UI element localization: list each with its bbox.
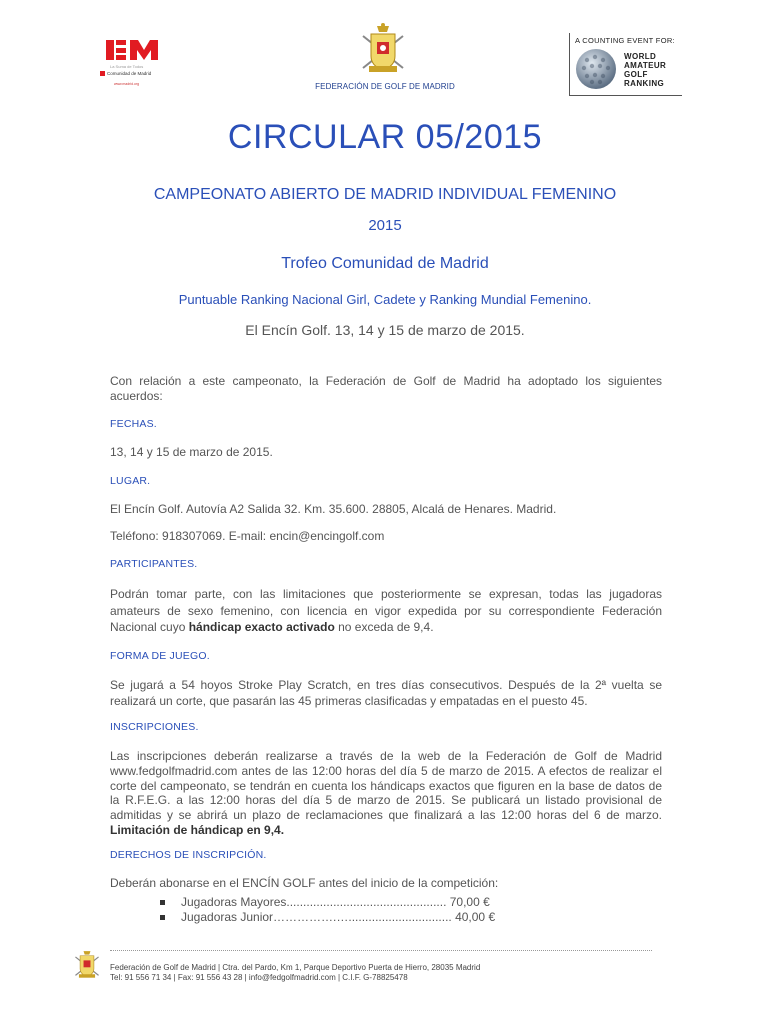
trophy-name: Trofeo Comunidad de Madrid bbox=[281, 255, 489, 272]
participantes-bold: hándicap exacto activado bbox=[188, 620, 335, 634]
section-heading-fechas: FECHAS. bbox=[110, 418, 157, 430]
fechas-text: 13, 14 y 15 de marzo de 2015. bbox=[110, 445, 273, 459]
section-heading-lugar: LUGAR. bbox=[110, 475, 151, 487]
inscripciones-paragraph bbox=[110, 749, 662, 838]
golf-ball-icon bbox=[575, 48, 617, 90]
list-item bbox=[160, 910, 495, 925]
wagr-caption: A COUNTING EVENT FOR: bbox=[575, 36, 675, 45]
ranking-note: Puntuable Ranking Nacional Girl, Cadete y Ranking Mundial Femenino. bbox=[178, 292, 592, 307]
derechos-text: Deberán abonarse en el ENCÍN GOLF antes del inicio de la competición: bbox=[110, 876, 499, 890]
svg-text:www.madrid.org: www.madrid.org bbox=[114, 82, 140, 86]
wagr-line: AMATEUR bbox=[624, 61, 667, 70]
section-heading-participantes: PARTICIPANTES. bbox=[110, 558, 198, 570]
wagr-line: RANKING bbox=[624, 79, 665, 88]
fee-item: Jugadoras Junior…………….…............................... 40,00 € bbox=[181, 910, 496, 924]
federation-crest-icon bbox=[357, 22, 409, 78]
footer-contact: Tel: 91 556 71 34 | Fax: 91 556 43 28 | info@fedgolfmadrid.com | C.I.F. G-78825478 bbox=[110, 973, 408, 982]
page-title: CIRCULAR 05/2015 bbox=[227, 118, 543, 156]
fee-item: Jugadoras Mayores................................................ 70,00 € bbox=[181, 895, 490, 909]
section-heading-derechos: DERECHOS DE INSCRIPCIÓN. bbox=[110, 849, 267, 861]
lugar-contact: Teléfono: 918307069. E-mail: encin@encingolf.com bbox=[110, 529, 385, 543]
footer-address: Federación de Golf de Madrid | Ctra. del Pardo, Km 1, Parque Deportivo Puerta de Hierro, 28035 Madrid bbox=[110, 963, 481, 972]
lugar-address: El Encín Golf. Autovía A2 Salida 32. Km. 35.600. 28805, Alcalá de Henares. Madrid. bbox=[110, 502, 557, 516]
forma-text: Se jugará a 54 hoyos Stroke Play Scratch, en tres días consecutivos. Después de la 2ª vuelta se realizará un corte, que pasarán las 45 primeras clasificadas y empatadas en el puesto 45. bbox=[110, 678, 662, 708]
footer-divider bbox=[110, 950, 652, 951]
bullet-icon bbox=[160, 900, 165, 905]
footer-info bbox=[110, 963, 480, 983]
intro-paragraph: Con relación a este campeonato, la Federación de Golf de Madrid ha adoptado los siguientes acuerdos: bbox=[110, 374, 662, 403]
list-item bbox=[160, 895, 495, 910]
section-heading-inscripciones: INSCRIPCIONES. bbox=[110, 721, 199, 733]
venue-dates: El Encín Golf. 13, 14 y 15 de marzo de 2015. bbox=[245, 322, 525, 338]
participantes-text-end: no exceda de 9,4. bbox=[334, 620, 434, 634]
section-heading-forma: FORMA DE JUEGO. bbox=[110, 650, 210, 662]
svg-text:Comunidad de Madrid: Comunidad de Madrid bbox=[107, 71, 152, 76]
fees-list bbox=[160, 895, 495, 925]
svg-text:La Suma de Todos: La Suma de Todos bbox=[110, 64, 144, 69]
participantes-text: Podrán tomar parte, con las limitaciones que posteriormente se expresan, todas las jugadoras amateurs de sexo femenino, con licencia en vigor expedida por su correspondiente Federación Nacional cuyo bbox=[110, 587, 662, 634]
wagr-line: GOLF bbox=[624, 70, 648, 79]
wagr-line: WORLD bbox=[624, 52, 657, 61]
participantes-paragraph bbox=[110, 586, 662, 636]
federation-header-text: FEDERACIÓN DE GOLF DE MADRID bbox=[315, 82, 455, 91]
footer-crest-icon bbox=[72, 948, 102, 982]
bullet-icon bbox=[160, 915, 165, 920]
championship-name: CAMPEONATO ABIERTO DE MADRID INDIVIDUAL FEMENINO bbox=[153, 186, 617, 203]
wagr-wordmark bbox=[624, 52, 666, 88]
inscripciones-text: Las inscripciones deberán realizarse a través de la web de la Federación de Golf de Madrid www.fedgolfmadrid.com antes de las 12:00 horas del día 5 de marzo de 2015. A efectos de realizar el corte del campeonato, se tendrán en cuenta los hándicaps exactos que figuren en la base de datos de la R.F.E.G. a las 12:00 horas del día 5 de marzo de 2015. Se publicará un listado provisional de admitidas y se abrirá un plazo de reclamaciones que finalizará a las 12:00 horas del 6 de marzo. bbox=[110, 749, 662, 823]
championship-year: 2015 bbox=[368, 217, 402, 234]
inscripciones-bold: Limitación de hándicap en 9,4. bbox=[110, 822, 285, 837]
